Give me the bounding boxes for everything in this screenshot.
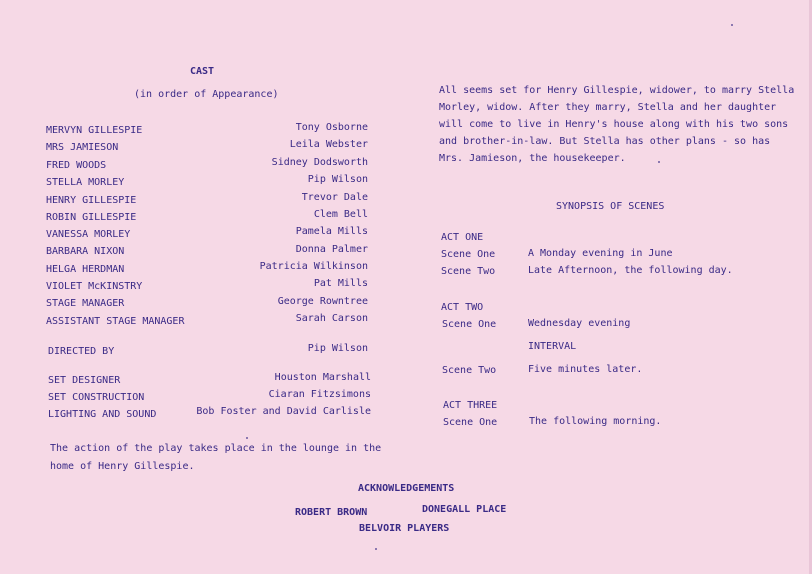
director-role: DIRECTED BY: [48, 346, 115, 357]
cast-actor: Leila Webster: [289, 139, 368, 150]
summary-line: will come to live in Henry's house along with his two sons: [439, 119, 789, 130]
cast-actor: Pat Mills: [313, 278, 368, 289]
acknowledgement-name: BELVOIR PLAYERS: [359, 523, 450, 534]
act-three-label: ACT THREE: [443, 400, 498, 411]
cast-role: ROBIN GILLESPIE: [46, 212, 137, 223]
cast-actor: George Rowntree: [277, 296, 368, 307]
synopsis-heading: SYNOPSIS OF SCENES: [556, 201, 665, 212]
cast-role: BARBARA NIXON: [46, 246, 125, 257]
paper-speck: [731, 24, 733, 26]
acknowledgement-name: DONEGALL PLACE: [422, 504, 507, 515]
summary-line: Morley, widow. After they marry, Stella and her daughter: [439, 102, 777, 113]
scene-description: The following morning.: [529, 416, 662, 427]
crew-name: Ciaran Fitzsimons: [268, 389, 371, 400]
scene-label: Scene One: [443, 417, 498, 428]
cast-actor: Clem Bell: [313, 209, 368, 220]
cast-actor: Sidney Dodsworth: [271, 157, 368, 168]
cast-actor: Tony Osborne: [295, 122, 368, 133]
crew-name: Houston Marshall: [274, 372, 371, 383]
cast-actor: Trevor Dale: [301, 192, 368, 203]
summary-line: Mrs. Jamieson, the housekeeper.: [439, 153, 626, 164]
cast-role: FRED WOODS: [46, 160, 107, 171]
paper-speck: [375, 548, 377, 550]
setting-line: The action of the play takes place in the lounge in the: [50, 443, 382, 454]
paper-speck: [246, 437, 248, 439]
summary-line: and brother-in-law. But Stella has other plans - so has: [439, 136, 771, 147]
cast-actor: Pamela Mills: [295, 226, 368, 237]
cast-actor: Donna Palmer: [295, 244, 368, 255]
cast-role: HELGA HERDMAN: [46, 264, 125, 275]
cast-role: MERVYN GILLESPIE: [46, 125, 143, 136]
scene-description: A Monday evening in June: [528, 248, 673, 259]
scene-label: Scene Two: [441, 266, 496, 277]
scene-description: Late Afternoon, the following day.: [528, 265, 733, 276]
cast-role: ASSISTANT STAGE MANAGER: [46, 316, 185, 327]
acknowledgement-name: ROBERT BROWN: [295, 507, 368, 518]
act-two-label: ACT TWO: [441, 302, 484, 313]
crew-name: Bob Foster and David Carlisle: [196, 406, 371, 417]
interval-label: INTERVAL: [528, 341, 577, 352]
cast-role: MRS JAMIESON: [46, 142, 119, 153]
cast-role: STELLA MORLEY: [46, 177, 125, 188]
crew-role: SET CONSTRUCTION: [48, 392, 145, 403]
cast-role: VANESSA MORLEY: [46, 229, 131, 240]
scene-description: Five minutes later.: [528, 364, 643, 375]
setting-line: home of Henry Gillespie.: [50, 461, 195, 472]
cast-actor: Pip Wilson: [307, 174, 368, 185]
cast-actor: Sarah Carson: [295, 313, 368, 324]
cast-role: HENRY GILLESPIE: [46, 195, 137, 206]
cast-actor: Patricia Wilkinson: [259, 261, 368, 272]
paper-speck: [658, 161, 660, 163]
cast-role: VIOLET McKINSTRY: [46, 281, 143, 292]
cast-subheading: (in order of Appearance): [134, 89, 279, 100]
acknowledgements-heading: ACKNOWLEDGEMENTS: [358, 483, 455, 494]
summary-line: All seems set for Henry Gillespie, widower, to marry Stella: [439, 85, 795, 96]
director-name: Pip Wilson: [307, 343, 368, 354]
scene-label: Scene One: [441, 249, 496, 260]
cast-role: STAGE MANAGER: [46, 298, 125, 309]
scene-label: Scene Two: [442, 365, 497, 376]
scene-label: Scene One: [442, 319, 497, 330]
cast-heading: CAST: [190, 66, 215, 77]
crew-role: SET DESIGNER: [48, 375, 121, 386]
crew-role: LIGHTING AND SOUND: [48, 409, 157, 420]
scene-description: Wednesday evening: [528, 318, 631, 329]
act-one-label: ACT ONE: [441, 232, 484, 243]
